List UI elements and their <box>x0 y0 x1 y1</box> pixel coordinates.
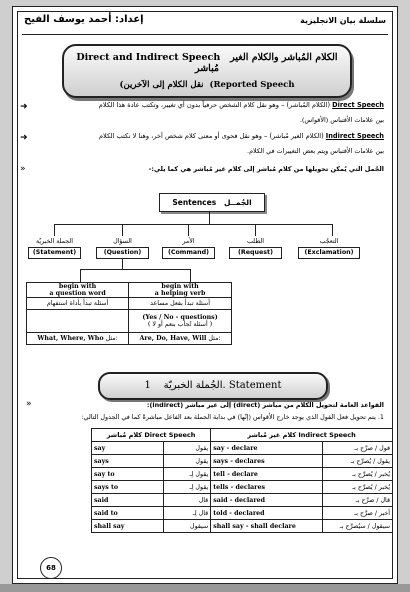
tree-connector <box>209 212 210 224</box>
indirect-ar: سيقول / سيُصرِّح بـ <box>322 520 392 533</box>
helping-verb-ar: أسئلة تبدأ بفعل مساعد <box>129 298 232 310</box>
tree-connector <box>80 269 81 282</box>
direct-ar: يقول <box>163 455 211 468</box>
indirect-en: tells - declares <box>211 481 323 494</box>
direct-en: said <box>92 494 164 507</box>
series-title: سلسلة بيان الانجليزية <box>300 16 386 25</box>
category-label-ar: التعجُب <box>319 238 339 245</box>
indirect-en: tell - declare <box>211 468 323 481</box>
rule-line: القواعد العامة لتحويل الكلام من مباشر (direct) إلى غير مباشر (indirect): <box>146 401 384 409</box>
example-label: مثل: <box>105 335 118 342</box>
empty-cell <box>27 310 129 333</box>
table-row <box>27 310 232 333</box>
category-question <box>96 237 149 259</box>
tree-connector <box>332 224 333 236</box>
category-label-en: (Exclamation) <box>298 247 360 259</box>
page-number: 68 <box>40 557 62 579</box>
author-credit: إعداد: أحمد يوسف الفيح <box>24 14 144 25</box>
tree-connector <box>188 224 189 236</box>
indirect-en: said - declared <box>211 494 323 507</box>
bullet-indirect <box>36 132 384 141</box>
table-row <box>27 283 232 298</box>
category-label-en: (Command) <box>162 247 215 259</box>
title-banner <box>62 44 352 98</box>
question-types-table <box>26 282 232 345</box>
direct-ar: يقول لِـ <box>163 468 211 481</box>
direct-en: says <box>92 455 164 468</box>
sub-line-1: بين علامات الأقتباس (الأقواس). <box>299 116 384 124</box>
examples-text: Are, Do, Have, Will <box>139 335 207 342</box>
tree-connector <box>190 269 191 282</box>
yesno-en: (Yes / No - questions) <box>142 314 218 321</box>
banner-title-en: Direct and Indirect Speech <box>76 52 221 63</box>
yesno-cell <box>129 310 232 333</box>
banner-title-ar: الكلام المُباشر والكلام الغير مُباشر <box>194 52 338 74</box>
direct-ar: يقول <box>163 442 211 455</box>
indirect-en: shall say - shall declare <box>211 520 323 533</box>
direct-en: say to <box>92 468 164 481</box>
category-label-en: (Request) <box>229 247 282 259</box>
indirect-ar: قول / صرَّح بـ <box>322 442 392 455</box>
yesno-ar: ( أسئلة تُجاب بنعم أو لا ) <box>147 321 213 328</box>
direct-ar: سيقول <box>163 520 211 533</box>
tree-connector <box>54 224 332 225</box>
verb-conversion-table <box>91 428 393 533</box>
direct-ar: قال <box>163 494 211 507</box>
category-label-en: (Statement) <box>28 247 81 259</box>
head-line: a helping verb <box>154 290 206 297</box>
category-label-en: (Question) <box>96 247 149 259</box>
head-line: a question word <box>49 290 106 297</box>
category-exclamation <box>298 237 360 259</box>
direct-en: says to <box>92 481 164 494</box>
examples-text: What, Where, Who <box>37 335 104 342</box>
question-word-examples <box>27 333 129 345</box>
indirect-en: told - declared <box>211 507 323 520</box>
question-word-ar: أسئلة تبدأ بأداة استفهام <box>27 298 129 310</box>
direct-en: say <box>92 442 164 455</box>
category-label-ar: الجملة الخبريّة <box>35 238 74 245</box>
page-frame <box>17 11 393 579</box>
direct-ar: قال لِـ <box>163 507 211 520</box>
indirect-en: says - declares <box>211 455 323 468</box>
tree-connector <box>122 224 123 236</box>
indirect-ar: يُخبر / يُصرِّح بـ <box>322 468 392 481</box>
arrow-bullet-icon: » <box>26 399 32 409</box>
table-row <box>92 481 393 494</box>
bottom-bar <box>0 584 410 592</box>
sentences-box <box>159 193 265 212</box>
indirect-ar: يُخبر / يُصرِّح بـ <box>322 481 392 494</box>
table-header-row <box>92 429 393 442</box>
term-direct: Direct Speech <box>332 101 384 109</box>
table-row <box>92 468 393 481</box>
direct-en: shall say <box>92 520 164 533</box>
statement-heading <box>98 372 328 400</box>
category-label-ar: الطلب <box>246 238 265 245</box>
indirect-ar: يقول / يُصرِّح بـ <box>322 455 392 468</box>
bullet-direct <box>36 101 384 110</box>
banner-subtitle-en: (Reported Speech <box>209 80 295 90</box>
term-direct-ar: (الكلام المُباشر) <box>286 101 331 109</box>
page <box>12 6 398 584</box>
example-label: مثل: <box>208 335 221 342</box>
table-row <box>92 520 393 533</box>
indirect-ar: قال / صرَّح بـ <box>322 494 392 507</box>
table-row <box>27 298 232 310</box>
rule-1: 1. يتم تحويل فعل القول الذي يوجد خارج الأقواس (إنّها) في بداية الجملة بعد الفاعل مباشرةً كما في الجدول التالي: <box>81 413 384 421</box>
term-indirect-ar: (الكلام الغير مُباشر) <box>269 132 324 140</box>
tree-connector <box>255 224 256 236</box>
category-label-ar: الأمر <box>182 238 195 245</box>
sentences-en: Sentences <box>172 198 217 207</box>
head-line: begin with <box>58 283 97 290</box>
category-command <box>162 237 215 259</box>
banner-subtitle-ar: (نقل الكلام إلى الآخرين <box>119 80 204 90</box>
direct-ar: يقول لِـ <box>163 481 211 494</box>
table-row <box>92 442 393 455</box>
indirect-en: say - declare <box>211 442 323 455</box>
helping-verb-head <box>129 283 232 298</box>
direct-en: said to <box>92 507 164 520</box>
definition-indirect: – وهو نقل فحوى أو معنى كلام شخص آخر، وهنا لا نكتب الكلام <box>98 132 268 140</box>
category-label-ar: السؤال <box>113 238 132 245</box>
category-request <box>229 237 282 259</box>
head-line: begin with <box>161 283 199 290</box>
tree-connector <box>54 224 55 236</box>
table-row <box>92 507 393 520</box>
term-indirect: Indirect Speech <box>325 132 384 140</box>
header-divider <box>22 34 388 35</box>
helping-verb-examples <box>129 333 232 345</box>
sub-line-2: بين علامات الأقتباس ويتم بعض التغييرات في الكلام. <box>247 147 384 155</box>
table-row <box>27 333 232 345</box>
arrow-bullet-icon: ➜ <box>20 133 28 143</box>
statement-ar: الجُملة الخبريّة <box>163 380 223 391</box>
category-statement <box>28 237 81 259</box>
page-header <box>24 14 386 32</box>
sub-line-3: الجُمل التي يُمكن تحويلها من كلام مُباشر إلى كلام غير مُباشر هي كما يلي:- <box>148 165 384 173</box>
definition-direct: – وهو نقل كلام الشخص حرفياً بدون أي تغيير، وتكتب عادة هذا الكلام <box>98 101 285 109</box>
indirect-ar: أخبر / صرَّح بـ <box>322 507 392 520</box>
sentences-ar: الجُمــل <box>224 198 252 207</box>
direct-column-head: كلام مُباشر Direct Speech <box>92 429 211 442</box>
table-row <box>92 494 393 507</box>
arrow-bullet-icon: ➜ <box>20 102 28 112</box>
indirect-column-head: كلام غير مُباشر Indirect Speech <box>211 429 393 442</box>
statement-en: 1. Statement <box>144 380 282 391</box>
tree-connector <box>80 269 190 270</box>
question-word-head <box>27 283 129 298</box>
tree-connector <box>122 259 123 269</box>
table-row <box>92 455 393 468</box>
arrow-bullet-icon: » <box>20 164 26 174</box>
